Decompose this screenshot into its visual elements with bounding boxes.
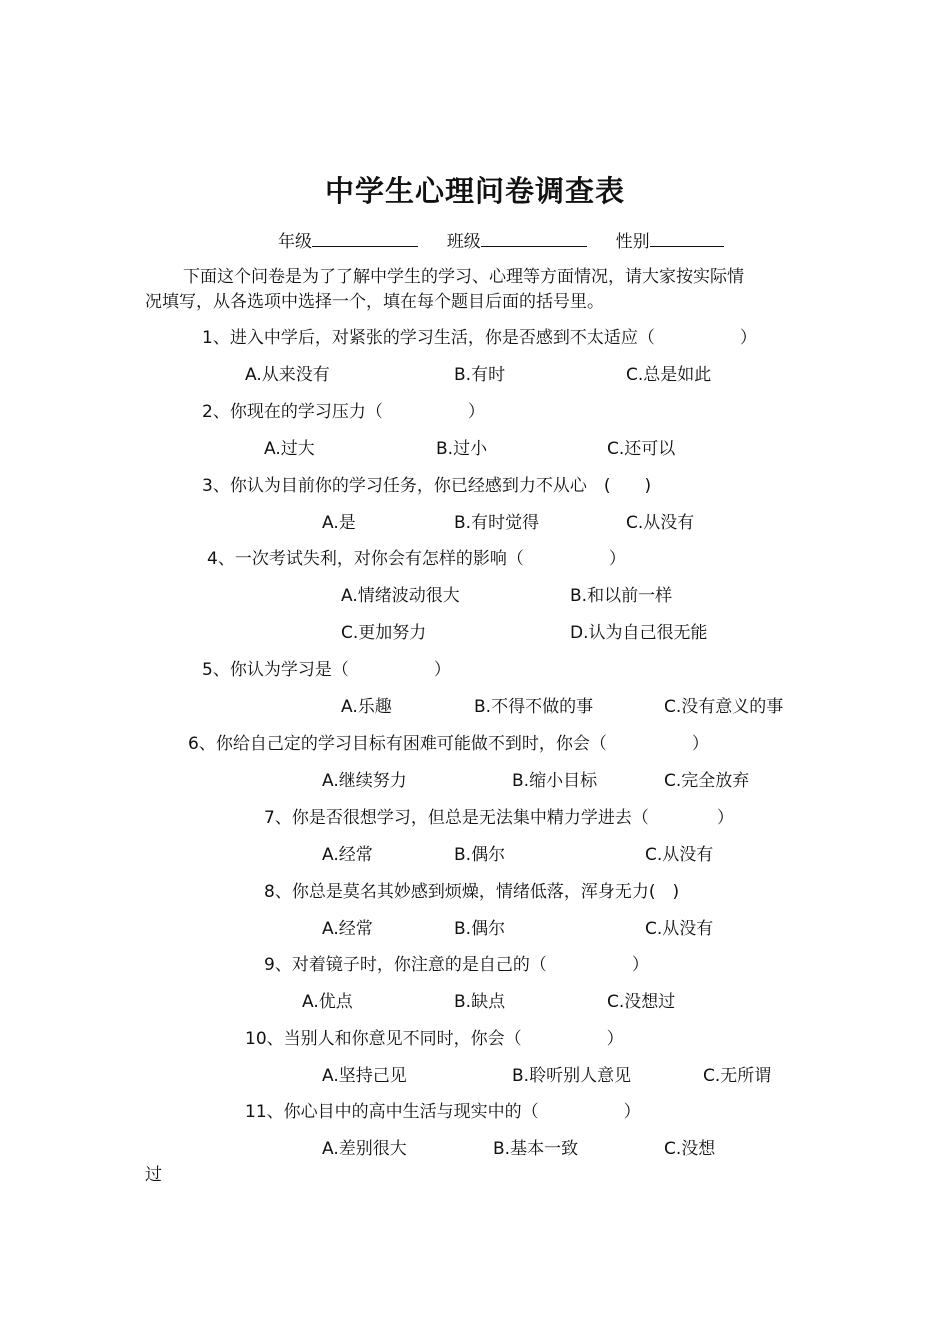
q7-option-a[interactable]: A.经常: [322, 845, 373, 865]
question-11: 11、你心目中的高中生活与现实中的（ ）: [245, 1102, 641, 1122]
q4-option-c[interactable]: C.更加努力: [341, 623, 427, 643]
q10-option-a[interactable]: A.坚持己见: [322, 1066, 407, 1086]
question-9: 9、对着镜子时，你注意的是自己的（ ）: [264, 955, 649, 975]
question-5: 5、你认为学习是（ ）: [202, 660, 451, 680]
q9-option-b[interactable]: B.缺点: [454, 992, 506, 1012]
q8-option-b[interactable]: B.偶尔: [454, 919, 506, 939]
gender-label: 性别: [615, 232, 650, 252]
q3-option-a[interactable]: A.是: [322, 513, 356, 533]
q5-option-a[interactable]: A.乐趣: [341, 697, 392, 717]
q3-option-b[interactable]: B.有时觉得: [454, 513, 540, 533]
q11-option-c[interactable]: C.没想: [664, 1139, 716, 1159]
question-6: 6、你给自己定的学习目标有困难可能做不到时，你会（ ）: [188, 734, 709, 754]
grade-blank[interactable]: [312, 228, 418, 247]
q11-option-b[interactable]: B.基本一致: [493, 1139, 579, 1159]
intro-line-2: 况填写，从各选项中选择一个，填在每个题目后面的括号里。: [145, 292, 604, 312]
q5-option-b[interactable]: B.不得不做的事: [474, 697, 594, 717]
q2-option-a[interactable]: A.过大: [264, 439, 315, 459]
q10-option-b[interactable]: B.聆听别人意见: [512, 1066, 632, 1086]
q6-option-b[interactable]: B.缩小目标: [512, 771, 598, 791]
question-8: 8、你总是莫名其妙感到烦燥，情绪低落，浑身无力( ): [264, 882, 680, 902]
question-3: 3、你认为目前你的学习任务，你已经感到力不从心 ( ): [202, 476, 652, 496]
q2-option-b[interactable]: B.过小: [436, 439, 488, 459]
q9-option-a[interactable]: A.优点: [302, 992, 353, 1012]
grade-label: 年级: [278, 232, 312, 252]
q4-option-b[interactable]: B.和以前一样: [570, 586, 673, 606]
q6-option-a[interactable]: A.继续努力: [322, 771, 407, 791]
question-4: 4、一次考试失利，对你会有怎样的影响（ ）: [207, 549, 626, 569]
q1-option-c[interactable]: C.总是如此: [626, 365, 712, 385]
q4-option-a[interactable]: A.情绪波动很大: [341, 586, 460, 606]
q3-option-c[interactable]: C.从没有: [626, 513, 695, 533]
q10-option-c[interactable]: C.无所谓: [703, 1066, 772, 1086]
class-label: 班级: [446, 232, 481, 252]
q5-option-c[interactable]: C.没有意义的事: [664, 697, 784, 717]
trailing-text: 过: [145, 1165, 162, 1185]
class-blank[interactable]: [481, 228, 587, 247]
question-2: 2、你现在的学习压力（ ）: [202, 402, 485, 422]
q7-option-b[interactable]: B.偶尔: [454, 845, 506, 865]
gender-blank[interactable]: [650, 228, 724, 247]
info-fields-row: [278, 228, 724, 253]
question-7: 7、你是否很想学习，但总是无法集中精力学进去（ ）: [264, 808, 734, 828]
q8-option-a[interactable]: A.经常: [322, 919, 373, 939]
q8-option-c[interactable]: C.从没有: [645, 919, 714, 939]
question-10: 10、当别人和你意见不同时，你会（ ）: [245, 1029, 624, 1049]
q11-option-a[interactable]: A.差别很大: [322, 1139, 407, 1159]
intro-line-1: 下面这个问卷是为了了解中学生的学习、心理等方面情况，请大家按实际情: [183, 267, 744, 287]
q7-option-c[interactable]: C.从没有: [645, 845, 714, 865]
q4-option-d[interactable]: D.认为自己很无能: [570, 623, 708, 643]
q1-option-b[interactable]: B.有时: [454, 365, 506, 385]
q1-option-a[interactable]: A.从来没有: [245, 365, 330, 385]
q6-option-c[interactable]: C.完全放弃: [664, 771, 750, 791]
question-1: 1、进入中学后，对紧张的学习生活，你是否感到不太适应（ ）: [202, 328, 757, 348]
q2-option-c[interactable]: C.还可以: [607, 439, 676, 459]
page-title: 中学生心理问卷调查表: [324, 174, 625, 208]
q9-option-c[interactable]: C.没想过: [607, 992, 676, 1012]
